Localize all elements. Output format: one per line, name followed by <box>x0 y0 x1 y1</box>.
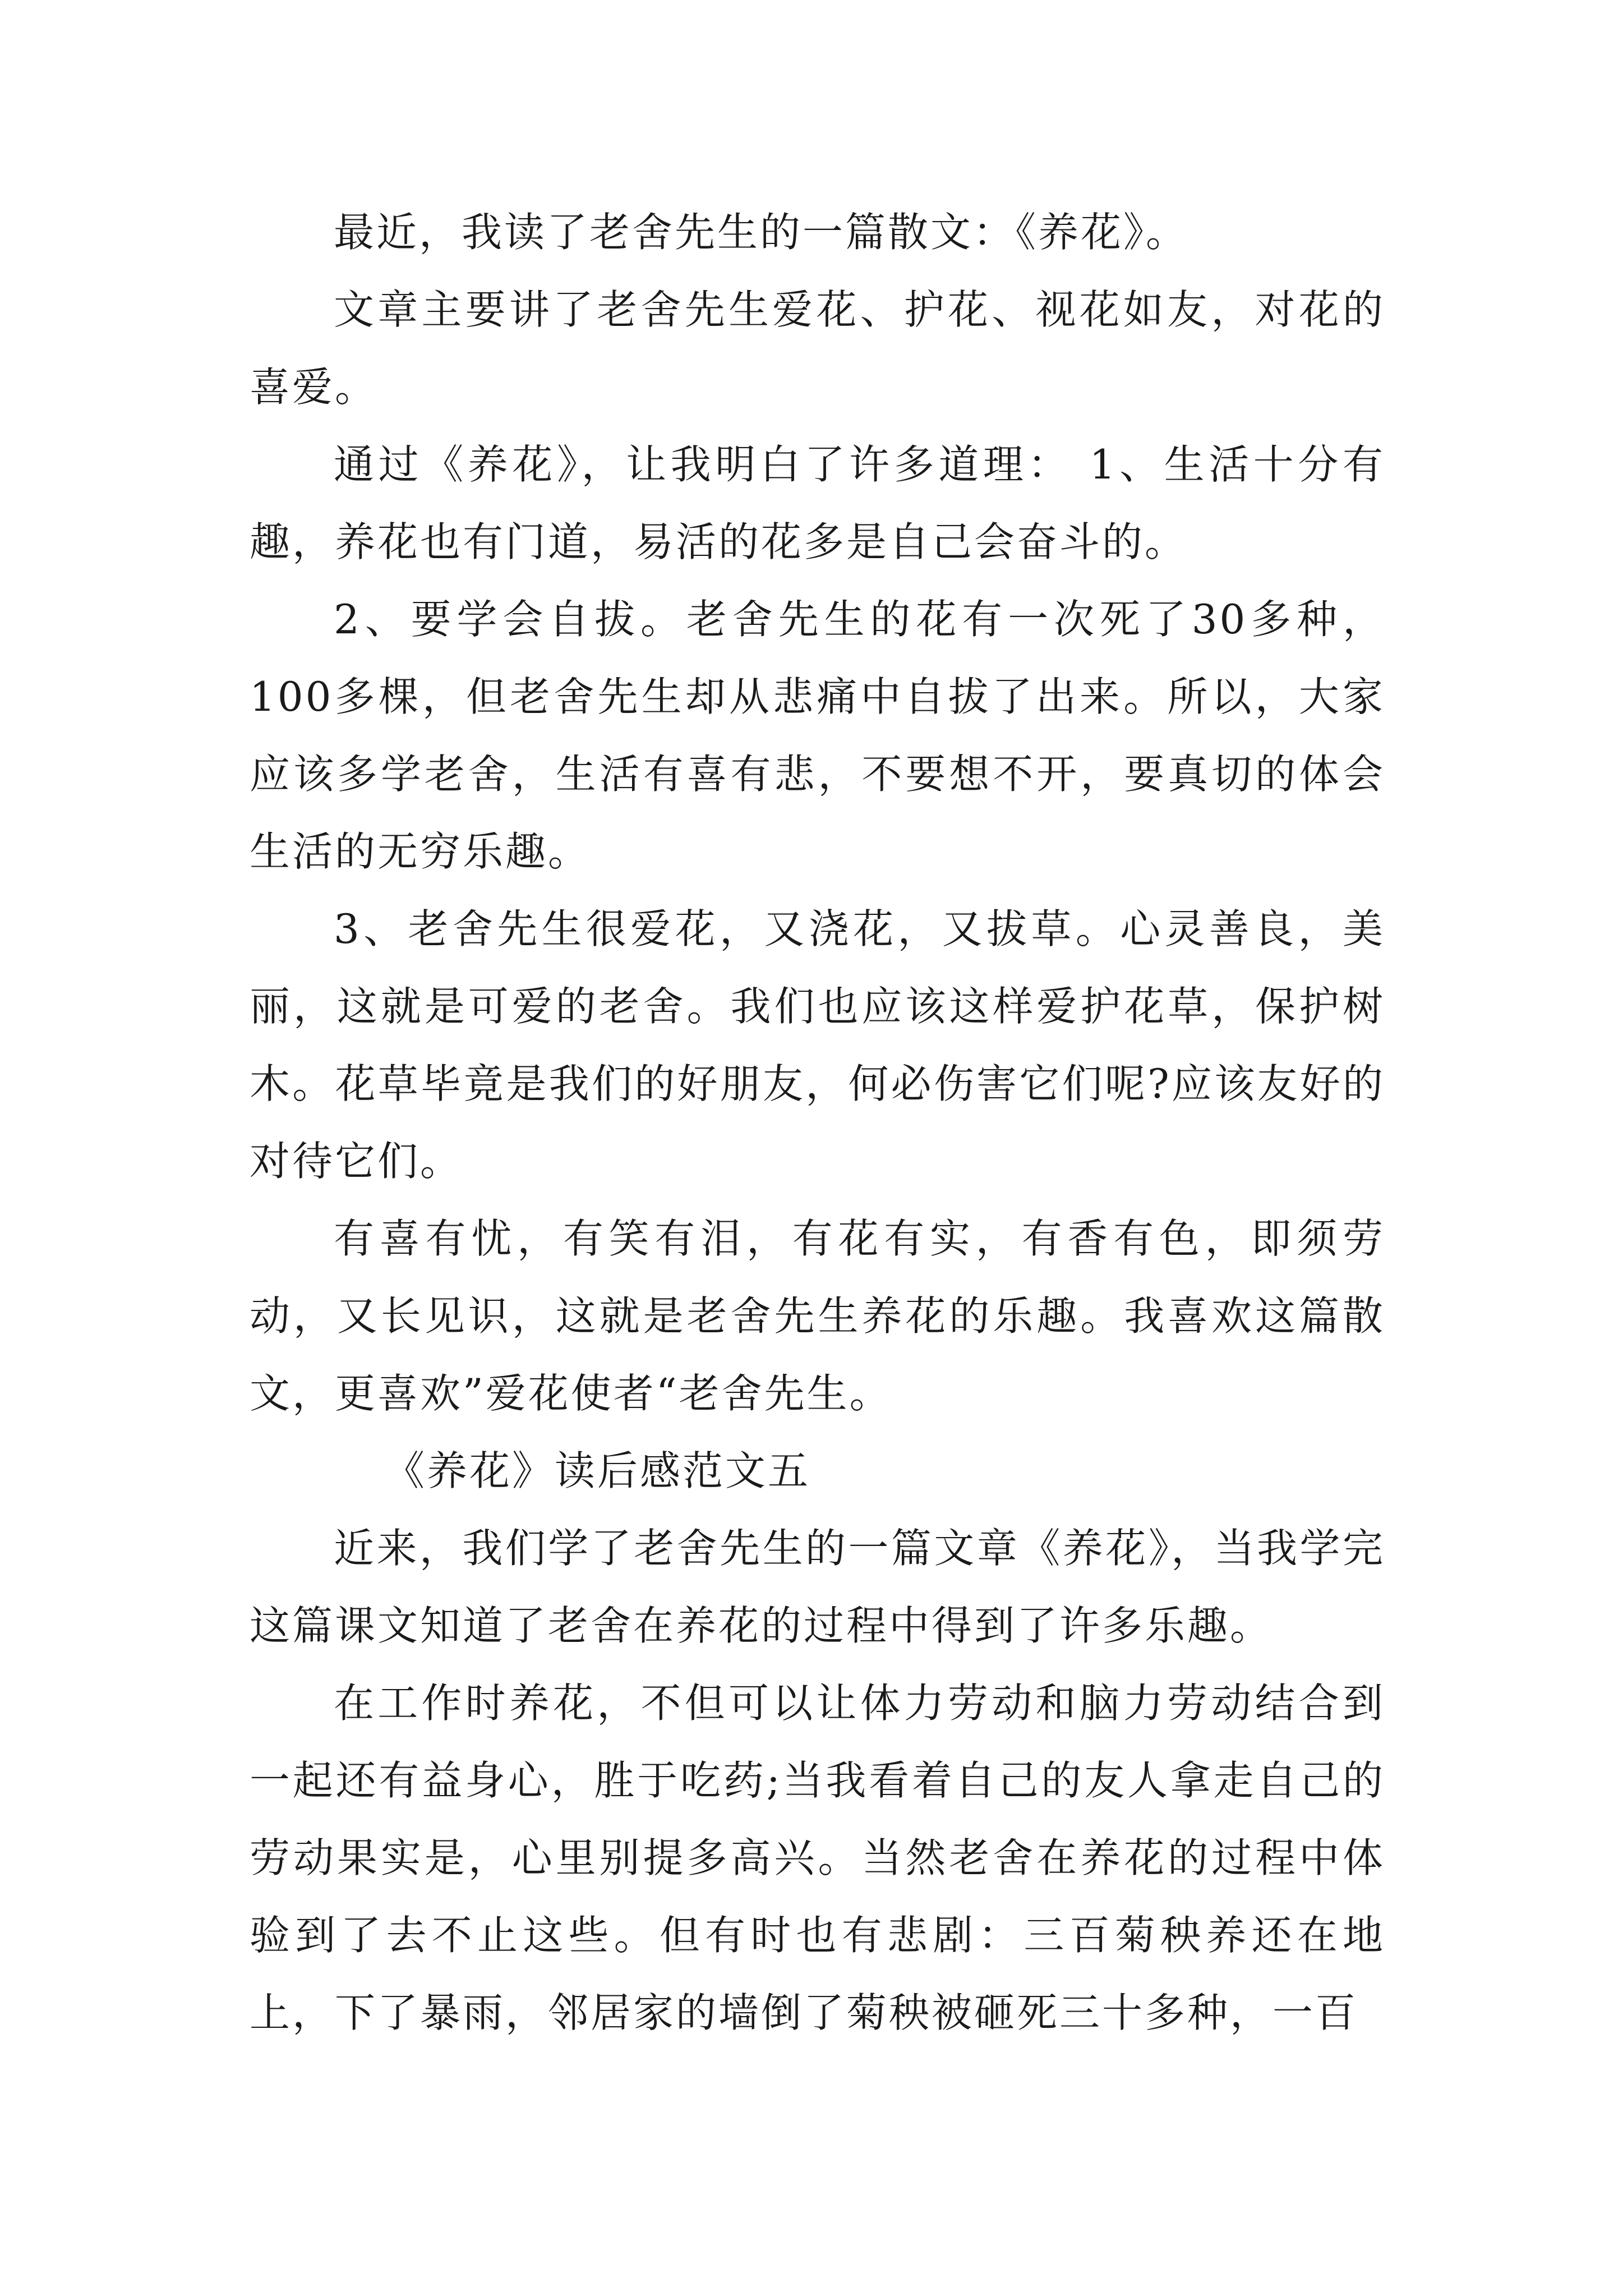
paragraph-6: 有喜有忧，有笑有泪，有花有实，有香有色，即须劳动，又长见识，这就是老舍先生养花的乐趣。我喜欢这篇散文，更喜欢”爱花使者“老舍先生。 <box>250 1215 1385 1417</box>
section-heading: 《养花》读后感范文五 <box>384 1447 811 1494</box>
paragraph-7: 近来，我们学了老舍先生的一篇文章《养花》，当我学完这篇课文知道了老舍在养花的过程中得到了许多乐趣。 <box>250 1525 1385 1649</box>
paragraph-4: 2、要学会自拔。老舍先生的花有一次死了30多种，100多棵，但老舍先生却从悲痛中自拔了出来。所以，大家应该多学老舍，生活有喜有悲，不要想不开，要真切的体会生活的无穷乐趣。 <box>250 596 1385 875</box>
paragraph-1: 最近，我读了老舍先生的一篇散文：《养花》。 <box>334 209 1189 256</box>
paragraph-3: 通过《养花》，让我明白了许多道理： 1、生活十分有趣，养花也有门道，易活的花多是自己会奋斗的。 <box>250 441 1385 565</box>
paragraph-2: 文章主要讲了老舍先生爱花、护花、视花如友，对花的喜爱。 <box>250 286 1385 411</box>
paragraph-5: 3、老舍先生很爱花，又浇花，又拔草。心灵善良，美丽，这就是可爱的老舍。我们也应该这样爱护花草，保护树木。花草毕竟是我们的好朋友，何必伤害它们呢?应该友好的对待它们。 <box>250 905 1385 1185</box>
document-body <box>250 194 1385 2051</box>
paragraph-8: 在工作时养花，不但可以让体力劳动和脑力劳动结合到一起还有益身心，胜于吃药;当我看着自己的友人拿走自己的劳动果实是，心里别提多高兴。当然老舍在养花的过程中体验到了去不止这些。但有时也有悲剧：三百菊秧养还在地上，下了暴雨，邻居家的墙倒了菊秧被砸死三十多种，一百 <box>250 1680 1385 2036</box>
